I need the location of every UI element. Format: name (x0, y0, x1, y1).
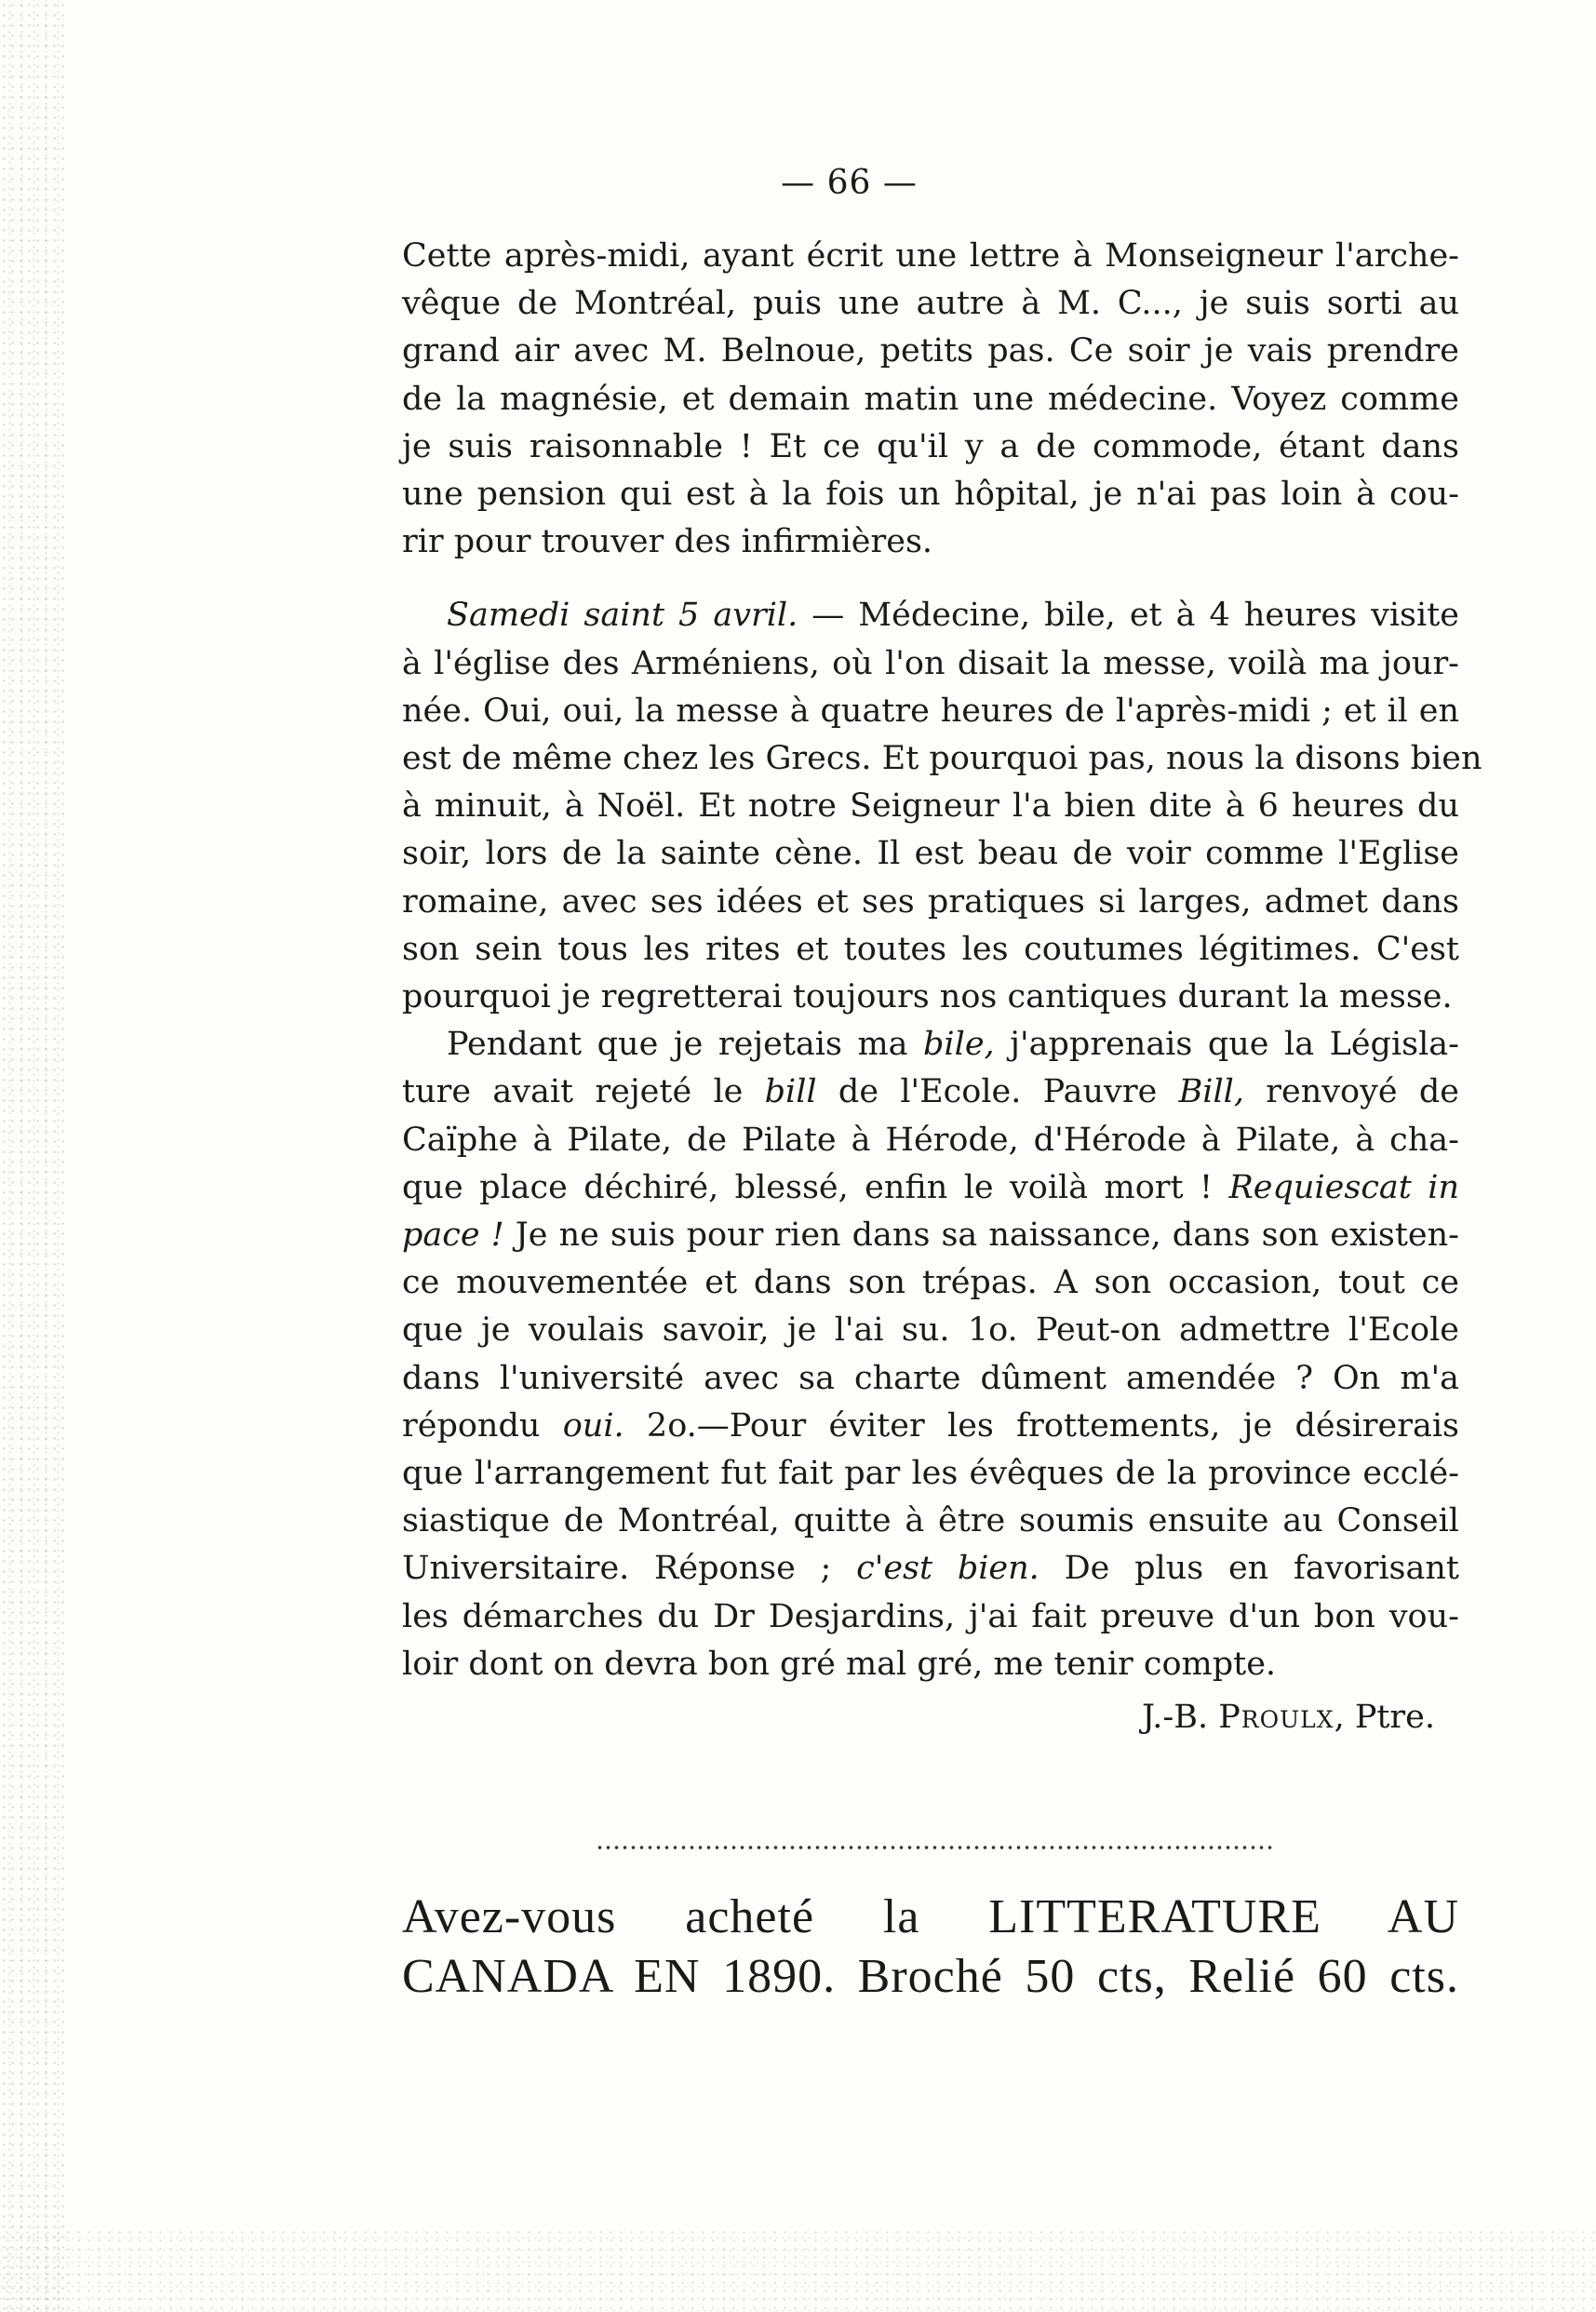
text-line (402, 1212, 1459, 1259)
text-fragment: Je ne suis pour rien dans sa naissance, dans son existen- (503, 1216, 1460, 1255)
text-fragment: j'apprenais que la Législa- (994, 1026, 1459, 1064)
text-line: Caïphe à Pilate, de Pilate à Hérode, d'Hérode à Pilate, à cha- (402, 1121, 1459, 1159)
text-line: que l'arrangement fut fait par les évêques de la province ecclé- (402, 1455, 1459, 1493)
text-line: ce mouvementée et dans son trépas. A son occasion, tout ce (402, 1264, 1459, 1302)
text-line: romaine, avec ses idées et ses pratiques si larges, admet dans (402, 882, 1459, 921)
text-line: siastique de Montréal, quitte à être soumis ensuite au Conseil (402, 1502, 1459, 1540)
text-line: est de même chez les Grecs. Et pourquoi pas, nous la disons bien (402, 740, 1482, 778)
text-line: grand air avec M. Belnoue, petits pas. Ce soir je vais prendre (402, 332, 1459, 370)
text-fragment: ture avait rejeté le (402, 1073, 765, 1111)
text-line: une pension qui est à la fois un hôpital, je n'ai pas loin à cou- (402, 476, 1459, 514)
text-line: rir pour trouver des infirmières. (402, 523, 933, 561)
text-fragment: Universitaire. Réponse ; (402, 1550, 857, 1588)
text-fragment: renvoyé de (1244, 1073, 1459, 1111)
text-fragment: que place déchiré, blessé, enfin le voilà mort ! (402, 1168, 1229, 1206)
text-line: loir dont on devra bon gré mal gré, me tenir compte. (402, 1645, 1277, 1683)
text-line: soir, lors de la sainte cène. Il est beau de voir comme l'Eglise (402, 835, 1459, 873)
signature-initials: J.-B. (1141, 1699, 1219, 1737)
text-fragment: — Médecine, bile, et à 4 heures visite (798, 597, 1459, 635)
text-fragment: 2o.—Pour éviter les frottements, je désirerais (624, 1406, 1459, 1445)
italic-word: Requiescat in (1228, 1168, 1459, 1206)
paragraph-3 (402, 1021, 1459, 1688)
text-line (402, 592, 1459, 639)
text-line: que je voulais savoir, je l'ai su. 1o. Peut-on admettre l'Ecole (402, 1311, 1459, 1350)
text-line: à l'église des Arméniens, où l'on disait la messe, voilà ma jour- (402, 644, 1459, 682)
page-number: — 66 — (781, 164, 918, 202)
text-line: pourquoi je regretterai toujours nos cantiques durant la messe. (402, 978, 1453, 1016)
text-line (402, 1021, 1459, 1069)
text-line: son sein tous les rites et toutes les coutumes légitimes. C'est (402, 930, 1459, 968)
text-line (402, 1164, 1459, 1212)
italic-word: Bill, (1178, 1073, 1244, 1111)
diary-date-day: 5 avril. (664, 597, 798, 635)
text-line: vêque de Montréal, puis une autre à M. C..., je suis sorti au (402, 285, 1459, 323)
text-fragment: de l'Ecole. Pauvre (816, 1073, 1179, 1111)
text-line (402, 1545, 1459, 1593)
advertisement-line: Avez-vous acheté la LITTERATURE AU (402, 1890, 1459, 1943)
text-line: de la magnésie, et demain matin une médecine. Voyez comme (402, 380, 1459, 418)
signature (402, 1694, 1459, 1741)
signature-name: Proulx (1218, 1699, 1334, 1737)
diary-date: Samedi saint (447, 597, 665, 635)
signature-title: , Ptre. (1334, 1699, 1435, 1737)
text-line: les démarches du Dr Desjardins, j'ai fait preuve d'un bon vou- (402, 1597, 1459, 1635)
text-line: dans l'université avec sa charte dûment amendée ? On m'a (402, 1359, 1459, 1397)
text-fragment: De plus en favorisant (1039, 1550, 1459, 1588)
italic-word: bile, (923, 1026, 995, 1064)
advertisement-line: CANADA EN 1890. Broché 50 cts, Relié 60 cts. (402, 1950, 1459, 2003)
dotted-divider (596, 1845, 1275, 1850)
italic-word: oui. (562, 1406, 624, 1445)
paragraph-2 (402, 592, 1482, 1021)
text-line: née. Oui, oui, la messe à quatre heures de l'après-midi ; et il en (402, 692, 1459, 730)
paragraph-1 (402, 233, 1459, 566)
text-fragment: Pendant que je rejetais ma (447, 1026, 924, 1064)
text-fragment: répondu (402, 1406, 563, 1445)
scan-noise-left-margin (0, 0, 65, 2312)
italic-word: pace ! (402, 1216, 504, 1255)
text-line: Cette après-midi, ayant écrit une lettre à Monseigneur l'arche- (402, 237, 1459, 275)
italic-word: c'est bien. (856, 1550, 1039, 1588)
body-text (402, 233, 1482, 1741)
text-line (402, 1403, 1459, 1450)
text-line: je suis raisonnable ! Et ce qu'il y a de commode, étant dans (402, 427, 1459, 465)
text-line: à minuit, à Noël. Et notre Seigneur l'a bien dite à 6 heures du (402, 787, 1459, 826)
scan-noise-bottom-margin (0, 2228, 1596, 2312)
text-line (402, 1069, 1459, 1116)
italic-word: bill (764, 1073, 817, 1111)
advertisement (402, 1888, 1459, 2007)
